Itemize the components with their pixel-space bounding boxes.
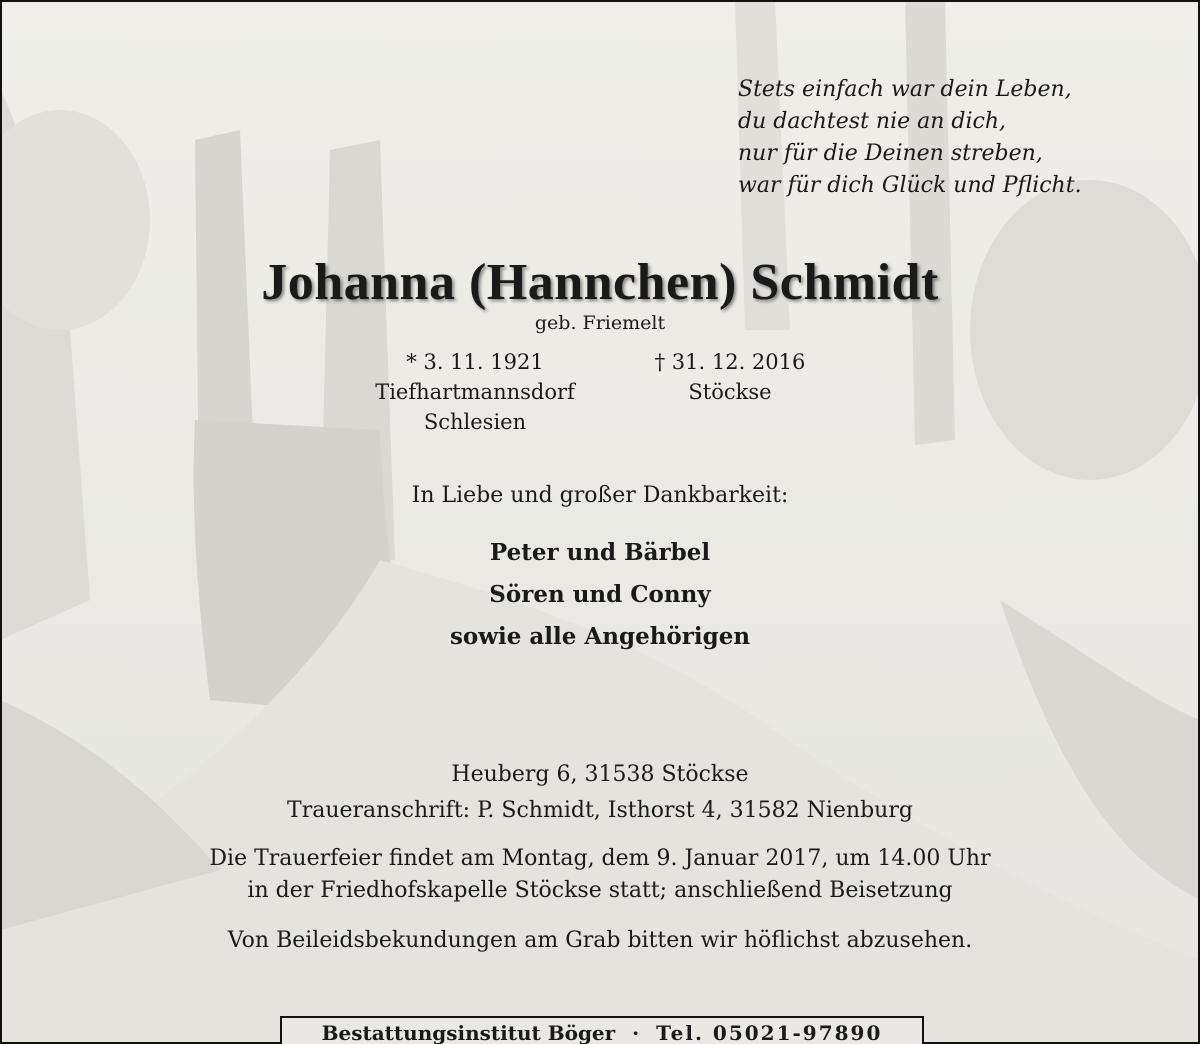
birth-region: Schlesien	[423, 410, 527, 434]
poem-line: war für dich Glück und Pflicht.	[738, 173, 1082, 198]
funeral-line: Die Trauerfeier findet am Montag, dem 9. Januar 2017, um 14.00 Uhr	[209, 846, 991, 871]
death-date: † 31. 12. 2016	[654, 350, 806, 374]
birth-name: geb. Friemelt	[534, 312, 666, 334]
undertaker-footer	[280, 1016, 924, 1044]
poem-line: du dachtest nie an dich,	[738, 109, 1007, 134]
mourners-list	[0, 532, 1200, 658]
poem	[738, 74, 1118, 202]
mourner-name: sowie alle Angehörigen	[449, 623, 751, 650]
undertaker-phone: Tel. 05021-97890	[656, 1021, 883, 1044]
poem-line: Stets einfach war dein Leben,	[738, 77, 1072, 102]
mourner-name: Sören und Conny	[489, 581, 711, 608]
undertaker-name: Bestattungsinstitut Böger	[321, 1021, 616, 1044]
mourning-address: Traueranschrift: P. Schmidt, Isthorst 4, 31582 Nienburg	[287, 798, 913, 823]
death-info	[620, 347, 840, 407]
separator-dot: ·	[632, 1021, 640, 1044]
deceased-name: Johanna (Hannchen) Schmidt	[261, 254, 939, 311]
mourners-intro: In Liebe und großer Dankbarkeit:	[411, 483, 789, 508]
funeral-details	[0, 843, 1200, 907]
residence-address: Heuberg 6, 31538 Stöckse	[451, 762, 749, 787]
death-place: Stöckse	[688, 380, 772, 404]
mourner-name: Peter und Bärbel	[489, 539, 711, 566]
birth-place: Tiefhartmannsdorf	[375, 380, 575, 404]
poem-line: nur für die Deinen streben,	[738, 141, 1043, 166]
condolence-note: Von Beileidsbekundungen am Grab bitten wir höflichst abzusehen.	[227, 928, 973, 953]
birth-date: * 3. 11. 1921	[406, 350, 544, 374]
birth-info	[340, 347, 610, 437]
funeral-line: in der Friedhofskapelle Stöckse statt; anschließend Beisetzung	[247, 878, 953, 903]
